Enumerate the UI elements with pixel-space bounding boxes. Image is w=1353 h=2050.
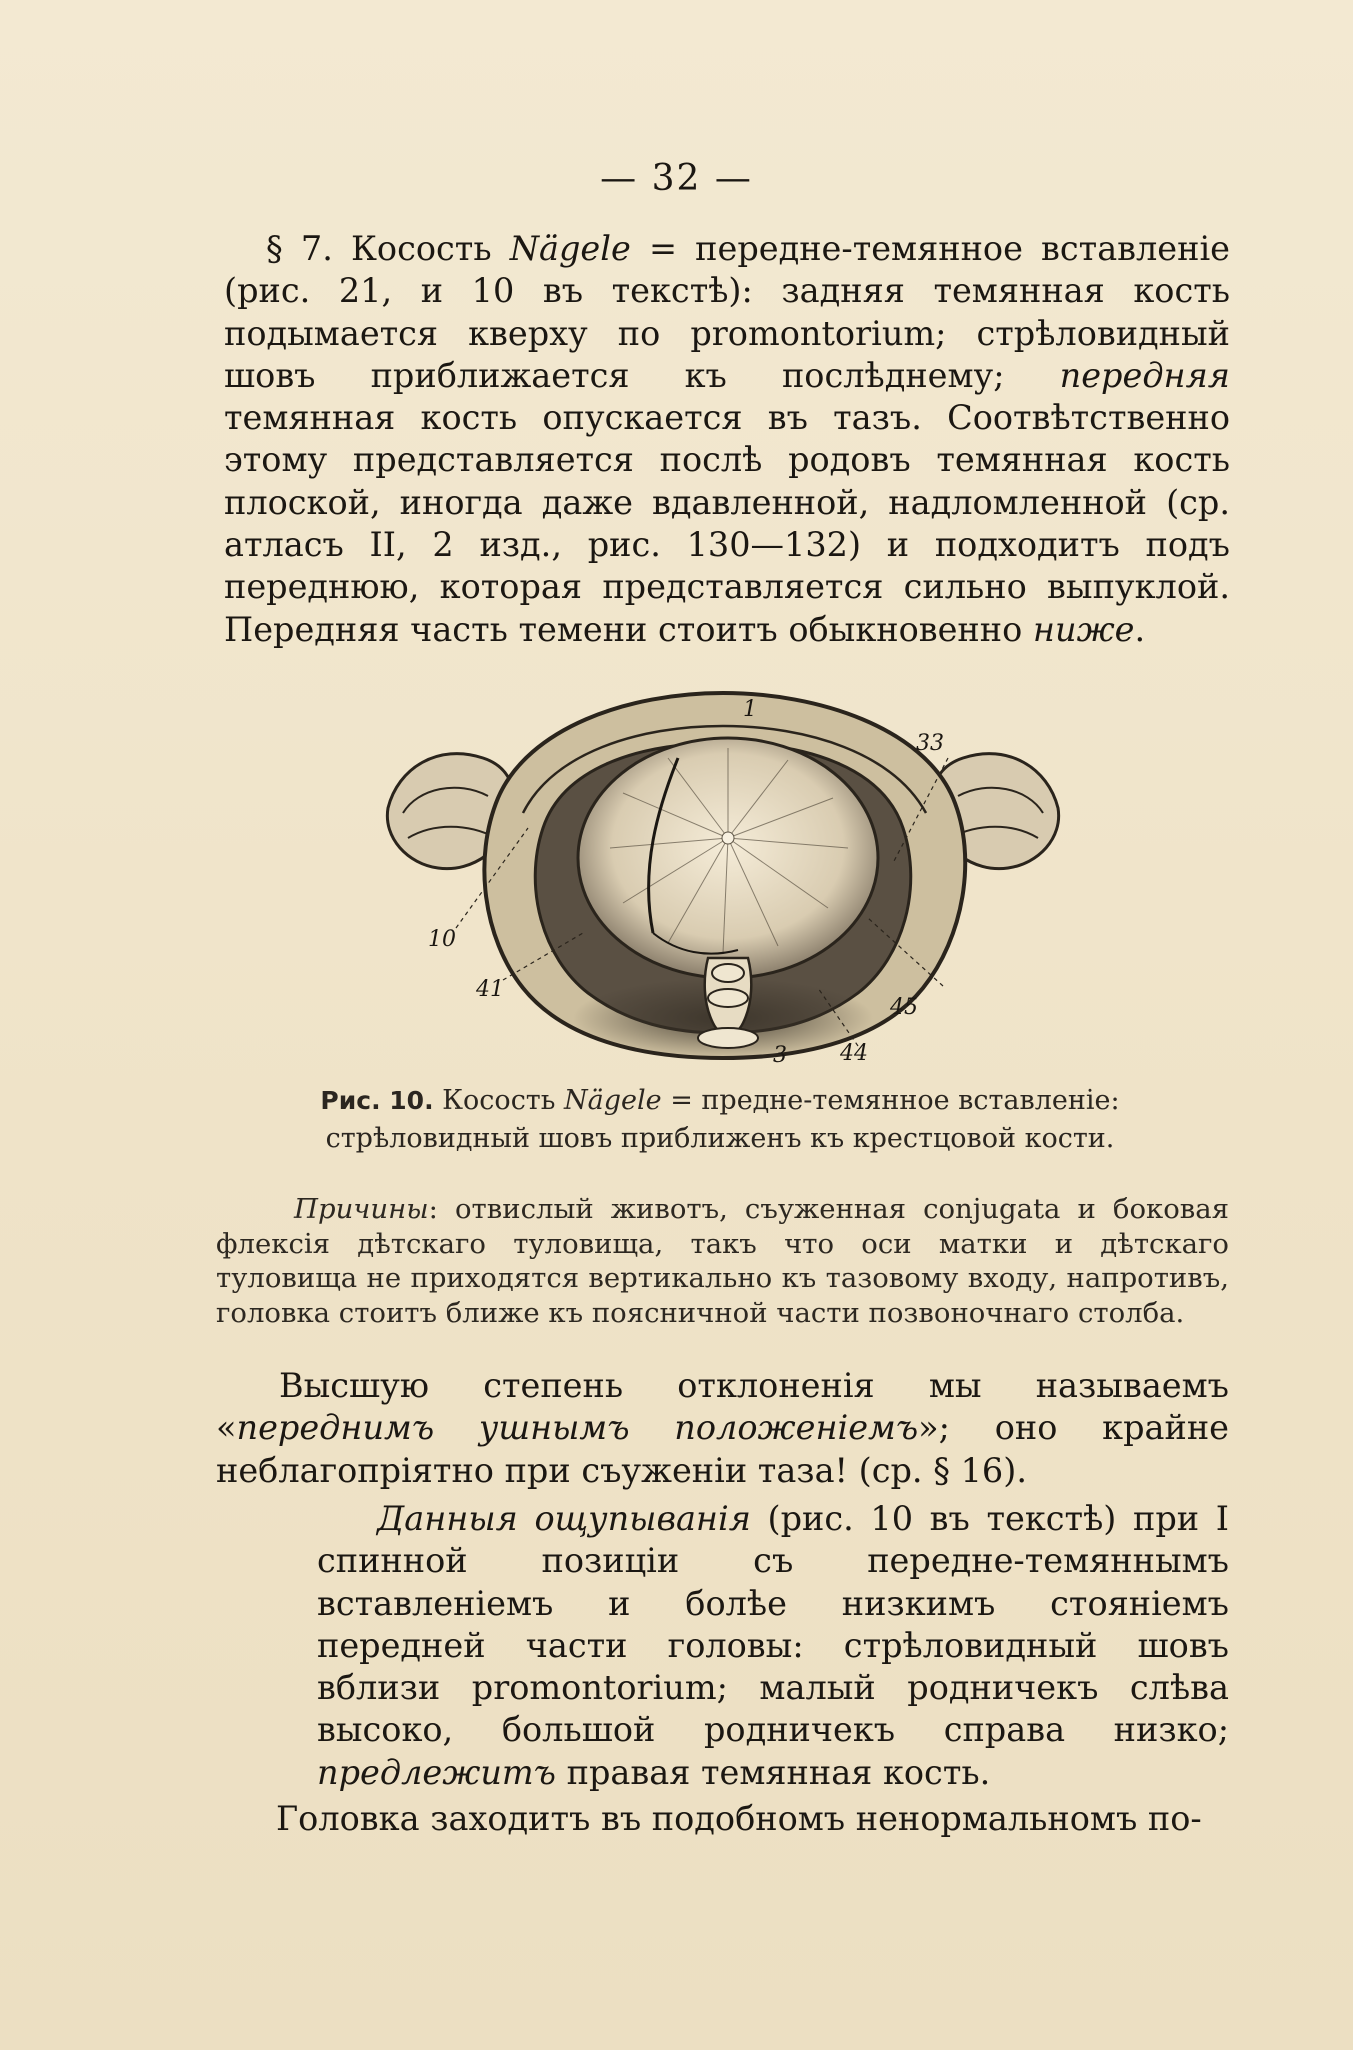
figure-label: 44 [840, 1041, 868, 1066]
italic-span: предлежитъ [317, 1752, 556, 1792]
palpation-paragraph [317, 1498, 1229, 1794]
text-span: = передне-темянное вставленіе (рис. 21, и 10 въ текстѣ): задняя темянная кость подымается кверху по promontorium; стрѣловидный шовъ приближается къ послѣднему; [224, 229, 1230, 395]
figure-label: 41 [476, 977, 504, 1002]
text-span: »; оно крайне неблагопріятно при съуженіи таза! (ср. § 16). [216, 1408, 1229, 1490]
text-span: правая темянная кость. [555, 1752, 991, 1792]
figure-label: 45 [890, 995, 918, 1020]
figure-label: 1 [743, 697, 757, 722]
main-paragraph [224, 228, 1230, 651]
italic-span: ниже [1032, 609, 1135, 649]
page-number: — 32 — [600, 158, 753, 199]
figure-label: 33 [916, 731, 944, 756]
text-span: темянная кость опускается въ тазъ. Соотвѣтственно этому представляется послѣ родовъ темянная кость плоской, иногда даже вдавленной, надломленной (ср. атласъ II, 2 изд., рис. 130—132) и подходитъ подъ переднюю, которая представляется сильно выпуклой. Передняя часть темени стоитъ обыкновенно [224, 398, 1230, 649]
degree-paragraph [216, 1365, 1229, 1492]
text-span: = предне-темянное вставленіе: стрѣловидный шовъ приближенъ къ крестцовой кости. [325, 1085, 1120, 1154]
text-span: Косость [433, 1085, 565, 1116]
text-span: (рис. 10 въ текстѣ) при I спинной позиціи съ передне-темяннымъ вставленіемъ и болѣе низкимъ стояніемъ передней части головы: стрѣловидный шовъ вблизи promontorium; малый родничекъ слѣва высоко, большой родничекъ справа низко; [317, 1499, 1229, 1750]
italic-span: переднимъ ушнымъ положеніемъ [236, 1408, 919, 1448]
pelvis-illustration [378, 688, 1068, 1068]
text-span: § 7. Косость [266, 229, 510, 268]
text-span: : отвислый животъ, съуженная conjugata и боковая флексія дѣтскаго туловища, такъ что оси матки и дѣтскаго туловища не приходятся вертикально къ тазовому входу, напротивъ, головка стоитъ ближе къ поясничной части позвоночнаго столба. [216, 1193, 1229, 1329]
italic-span: Nägele [509, 229, 631, 268]
italic-span: Nägele [564, 1085, 662, 1116]
text-span: . [1134, 609, 1146, 649]
italic-span: Данныя ощупыванія [377, 1499, 751, 1538]
figure-caption [250, 1082, 1190, 1158]
figure-label: 10 [428, 927, 456, 952]
italic-span: передняя [1059, 355, 1230, 395]
figure-label: 3 [773, 1043, 787, 1068]
last-line: Головка заходитъ въ подобномъ ненормальномъ по- [276, 1799, 1202, 1838]
caption-lead: Рис. 10. [320, 1086, 434, 1115]
text-span: Высшую степень отклоненія мы называемъ « [216, 1366, 1229, 1448]
causes-paragraph [216, 1192, 1229, 1330]
italic-span: Причины [294, 1193, 429, 1225]
